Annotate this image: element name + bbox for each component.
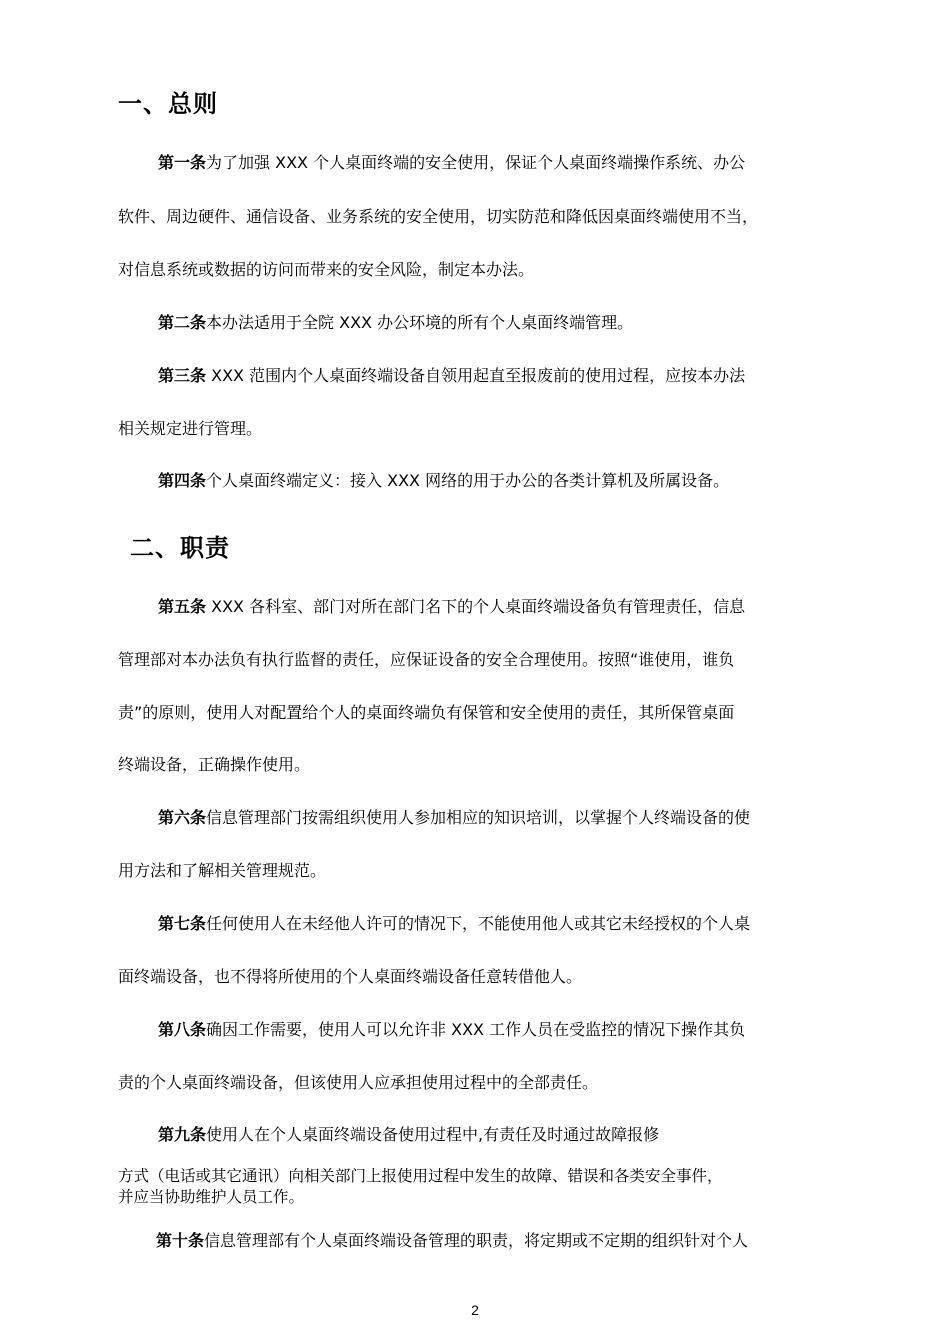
article-label: 第七条	[158, 914, 207, 933]
article-label: 第六条	[158, 808, 207, 827]
article-9-line-1	[158, 1122, 888, 1145]
article-9-line-2: 方式（电话或其它通讯）向相关部门上报使用过程中发生的故障、错误和各类安全事件，	[118, 1167, 723, 1185]
article-3-line-1	[158, 363, 888, 386]
article-5-line-3: 责”的原则，使用人对配置给个人的桌面终端负有保管和安全使用的责任，其所保管桌面	[118, 703, 735, 722]
article-label: 第五条	[158, 597, 207, 616]
article-8-line-1	[158, 1017, 888, 1040]
article-label: 第四条	[158, 471, 207, 490]
article-5-line-1	[158, 594, 888, 617]
section-heading-general: 一、总则	[118, 90, 218, 118]
article-6-line-1	[158, 805, 888, 828]
article-6-line-2: 用方法和了解相关管理规范。	[118, 861, 327, 880]
article-label: 第一条	[158, 153, 207, 172]
article-text: 任何使用人在未经他人许可的情况下，不能使用他人或其它未经授权的个人桌	[206, 914, 751, 933]
article-2-line-1	[158, 310, 888, 333]
article-text: 确因工作需要，使用人可以允许非 XXX 工作人员在受监控的情况下操作其负	[206, 1020, 746, 1039]
article-10-line-1	[156, 1228, 886, 1251]
article-text: 信息管理部门按需组织使用人参加相应的知识培训，以掌握个人终端设备的使	[206, 808, 751, 827]
article-3-line-2: 相关规定进行管理。	[118, 419, 263, 438]
article-1-line-2: 软件、周边硬件、通信设备、业务系统的安全使用，切实防范和降低因桌面终端使用不当，	[118, 207, 759, 226]
article-8-line-2: 责的个人桌面终端设备，但该使用人应承担使用过程中的全部责任。	[118, 1073, 599, 1092]
article-text: 本办法适用于全院 XXX 办公环境的所有个人桌面终端管理。	[206, 313, 634, 332]
article-text: 为了加强 XXX 个人桌面终端的安全使用，保证个人桌面终端操作系统、办公	[206, 153, 746, 172]
article-text: 使用人在个人桌面终端设备使用过程中,有责任及时通过故障报修	[206, 1125, 660, 1144]
article-text: 信息管理部有个人桌面终端设备管理的职责，将定期或不定期的组织针对个人	[204, 1231, 749, 1250]
article-1-line-3: 对信息系统或数据的访问而带来的安全风险，制定本办法。	[118, 260, 535, 279]
article-9-line-3: 并应当协助维护人员工作。	[118, 1188, 305, 1206]
page-number: 2	[471, 1302, 479, 1318]
article-text: XXX 各科室、部门对所在部门名下的个人桌面终端设备负有管理责任，信息	[206, 597, 746, 616]
article-4-line-1	[158, 468, 888, 491]
article-text: XXX 范围内个人桌面终端设备自领用起直至报废前的使用过程，应按本办法	[206, 366, 746, 385]
article-text: 个人桌面终端定义：接入 XXX 网络的用于办公的各类计算机及所属设备。	[206, 471, 730, 490]
article-label: 第十条	[156, 1231, 205, 1250]
article-label: 第二条	[158, 313, 207, 332]
article-5-line-2: 管理部对本办法负有执行监督的责任，应保证设备的安全合理使用。按照“谁使用，谁负	[118, 650, 735, 669]
article-label: 第三条	[158, 366, 207, 385]
article-1-line-1	[158, 150, 888, 173]
article-label: 第九条	[158, 1125, 207, 1144]
article-label: 第八条	[158, 1020, 207, 1039]
section-heading-duties: 二、职责	[130, 534, 230, 562]
article-5-line-4: 终端设备，正确操作使用。	[118, 755, 311, 774]
article-7-line-1	[158, 911, 888, 934]
article-7-line-2: 面终端设备，也不得将所使用的个人桌面终端设备任意转借他人。	[118, 967, 583, 986]
